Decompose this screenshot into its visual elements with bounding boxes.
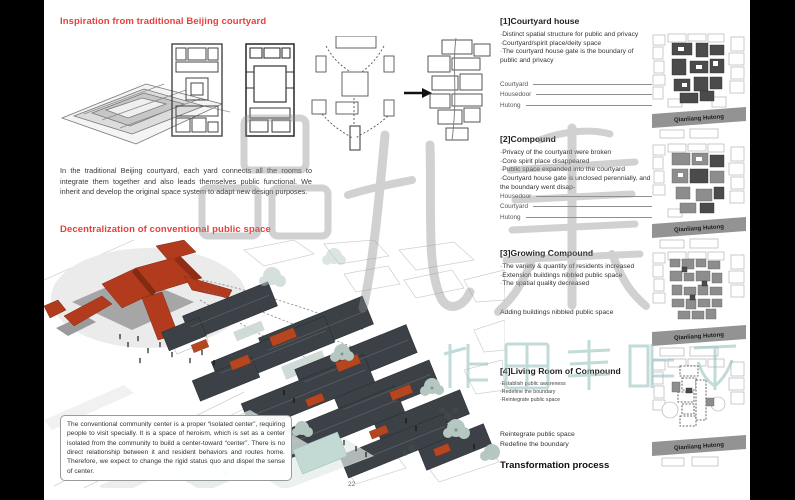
legend-label: Housedoor [500, 192, 532, 200]
plan-new-system [428, 38, 490, 140]
courtyard-diagram-strip [54, 36, 496, 162]
street-label: Qianliang Hutong [673, 114, 725, 124]
legend-row [500, 202, 652, 213]
leader-line [526, 217, 652, 218]
legend-row [500, 191, 652, 202]
inspiration-paragraph: In the traditional Beijing courtyard, each yard connects all the rooms to integrate them together and also leads themselves public functional. We inherit and develop the original space system to adapt new design purposes. [60, 166, 312, 197]
caption-line: Reintegrate public space [500, 431, 575, 438]
bullet: ·Extension buildings nibbled public space [500, 271, 623, 279]
map-buildings [670, 259, 722, 319]
right-black-bar [750, 0, 795, 500]
bullet: ·Privacy of the courtyard were broken [500, 149, 612, 156]
section-1-title: [1]Courtyard house [500, 16, 580, 26]
plan-exploded [312, 36, 394, 150]
map-buildings [672, 153, 724, 213]
bullet: ·Courtyard/spirit place/deity space [500, 39, 602, 47]
leader-line [536, 196, 652, 197]
section-3-bullets [500, 263, 652, 289]
page-number: 22 [348, 481, 356, 488]
section-3-title: [3]Growing Compound [500, 248, 594, 258]
bullet: ·Reintegrate public space [500, 396, 561, 403]
section-3-caption: Adding buildings nibbled public space [500, 309, 614, 316]
legend-label: Courtyard [500, 203, 529, 211]
transformation-process-title: Transformation process [500, 460, 610, 471]
map-stage-3-growing-compound [652, 251, 746, 357]
section-2-legend [500, 191, 652, 223]
section-4-title: [4]Living Room of Compound [500, 366, 621, 376]
leader-line [526, 105, 652, 106]
legend-row [500, 100, 652, 111]
section-4-bullets [500, 381, 652, 405]
bullet: ·Courtyard house gate is unclosed perennially, and the boundary went disap- [500, 175, 651, 191]
street-label: Qianliang Hutong [673, 442, 725, 452]
legend-label: Courtyard [500, 80, 529, 88]
legend-row [500, 79, 652, 90]
street-label: Qianliang Hutong [673, 332, 725, 342]
arrow-right-icon [404, 88, 432, 98]
section-1-bullets [500, 31, 652, 66]
community-center-red-building [44, 240, 247, 348]
bullet: ·Public space expanded into the courtyard [500, 166, 625, 174]
section-2-title: [2]Compound [500, 134, 556, 144]
map-buildings [672, 366, 714, 426]
legend-label: Hutong [500, 213, 521, 221]
map-stage-2-compound [652, 143, 746, 249]
bullet: ·Core spirit place disappeared [500, 157, 590, 165]
bullet: ·The courtyard house gate is the boundary of public and privacy [500, 48, 634, 65]
inspiration-title: Inspiration from traditional Beijing courtyard [60, 16, 267, 27]
street-label: Qianliang Hutong [673, 224, 725, 234]
courtyard-axon-sketch [62, 84, 230, 144]
leader-line [533, 84, 652, 85]
bullet: ·Establish public awareness [500, 381, 566, 387]
bullet: ·Distinct spatial structure for public and privacy [500, 31, 639, 38]
portfolio-page [44, 0, 750, 500]
bullet: ·The spatial quality decreased [500, 280, 590, 288]
map-buildings [672, 43, 724, 103]
decentralization-title: Decentralization of conventional public space [60, 224, 271, 235]
map-stage-1-courtyard-house [652, 33, 746, 139]
caption-line: Redefine the boundary [500, 440, 569, 448]
leader-line [533, 206, 652, 207]
conventional-center-callout: The conventional community center is a proper “isolated center”, requiring people to visit specially. It is a space of heroism, which is set as a center isolated from the community to build a center-toward “center”. There is no direct relationship between it and resident behaviors and routes home. Therefore, we expect to change the rigid status quo and dispel the sense of center. [60, 415, 292, 481]
leader-line [536, 94, 652, 95]
section-2-bullets [500, 149, 652, 193]
legend-label: Housedoor [500, 91, 532, 99]
legend-row [500, 90, 652, 101]
section-4-caption [500, 430, 652, 450]
legend-label: Hutong [500, 101, 521, 109]
bullet: ·The variety & quantity of residents increased [500, 263, 635, 270]
plan-compound [246, 44, 294, 136]
bullet: ·Redefine the boundary [500, 388, 556, 395]
legend-row [500, 212, 652, 223]
left-black-bar [0, 0, 44, 500]
section-1-legend [500, 79, 652, 111]
map-stage-4-living-room [652, 358, 746, 468]
